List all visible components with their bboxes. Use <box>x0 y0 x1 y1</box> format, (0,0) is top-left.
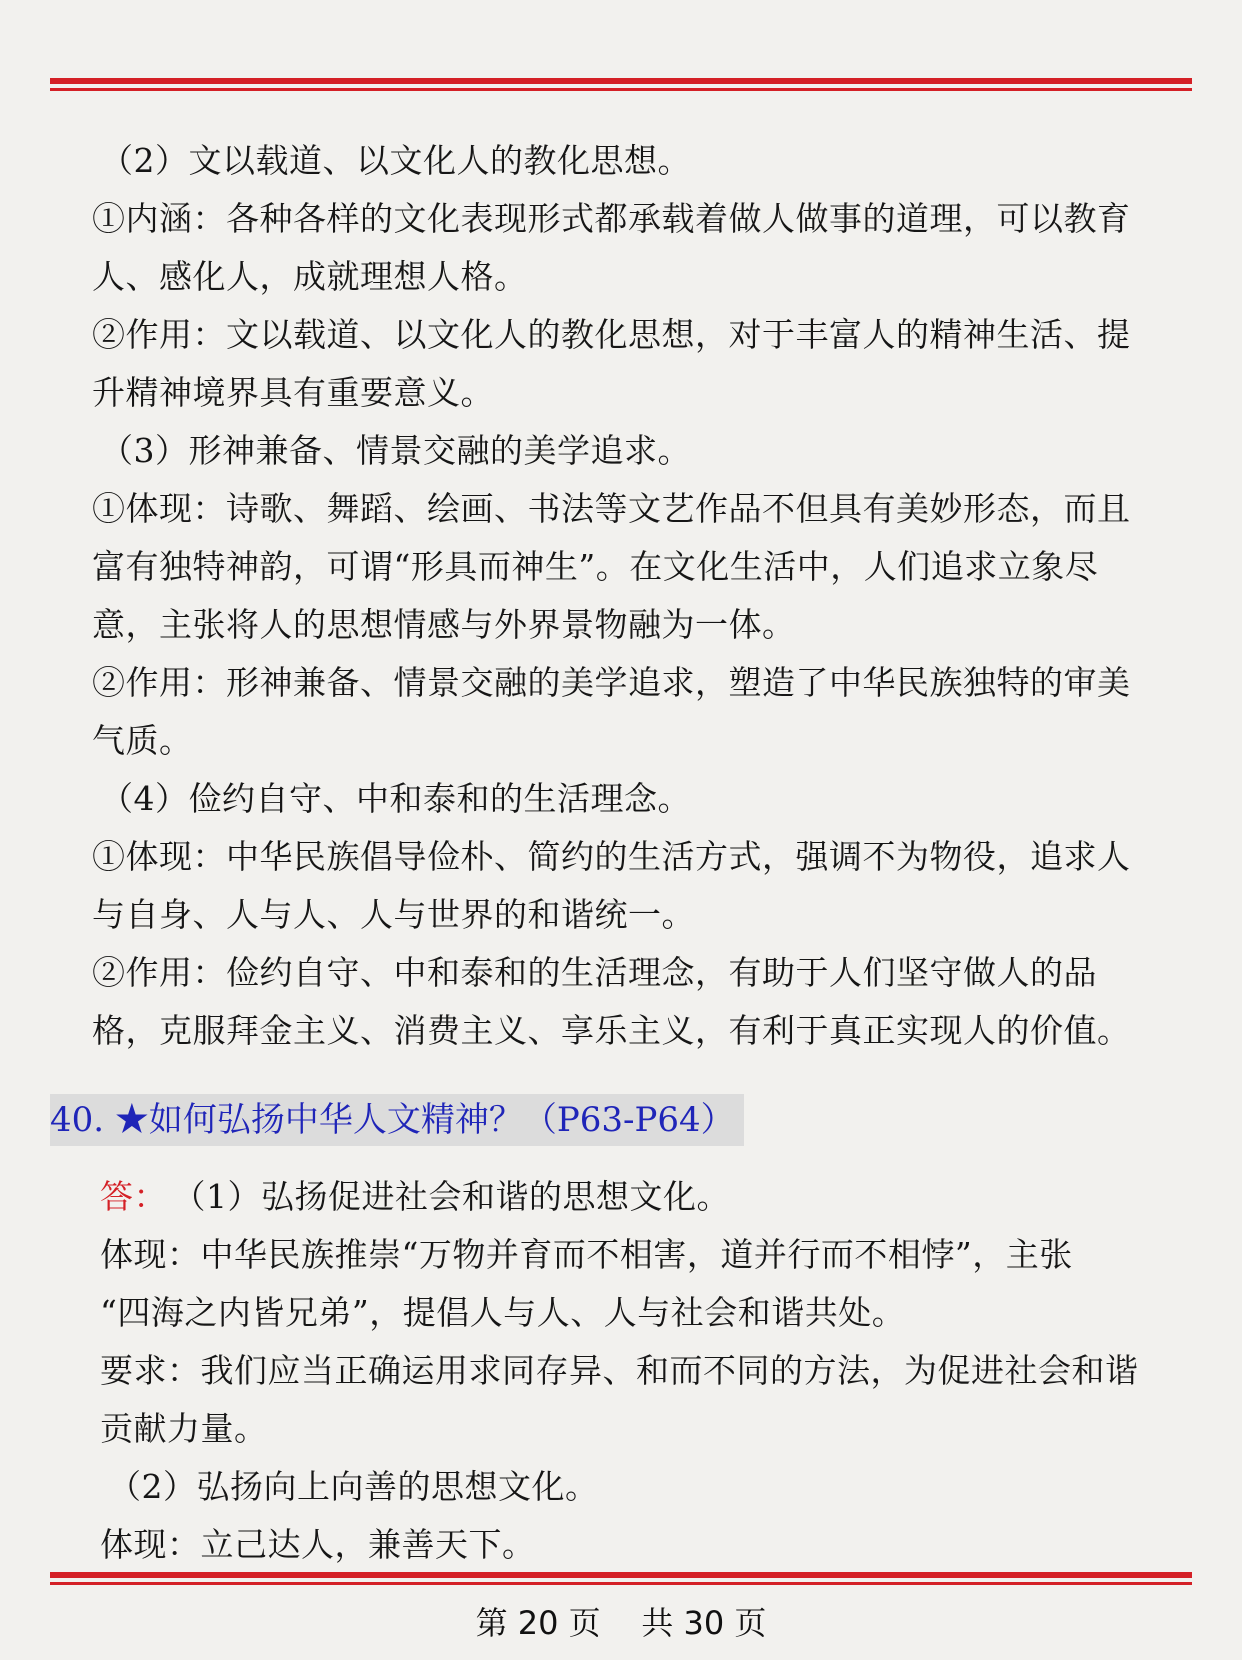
paragraph-line: ①体现：中华民族倡导俭朴、简约的生活方式，强调不为物役，追求人 <box>92 837 1131 876</box>
paragraph-line: ②作用：文以载道、以文化人的教化思想，对于丰富人的精神生活、提 <box>92 315 1131 354</box>
question-heading: 40. ★如何弘扬中华人文精神？（P63-P64） <box>50 1100 735 1140</box>
paragraph-line: 要求：我们应当正确运用求同存异、和而不同的方法，为促进社会和谐 <box>100 1351 1139 1390</box>
page-number: 第 20 页 共 30 页 <box>475 1604 767 1642</box>
paragraph-line: 富有独特神韵，可谓“形具而神生”。在文化生活中，人们追求立象尽 <box>92 547 1099 586</box>
paragraph-line: “四海之内皆兄弟”，提倡人与人、人与社会和谐共处。 <box>100 1293 906 1332</box>
subheading-4: （4）俭约自守、中和泰和的生活理念。 <box>100 779 691 818</box>
paragraph-line: 气质。 <box>92 721 193 760</box>
point-1-heading: （1）弘扬促进社会和谐的思想文化。 <box>189 1177 730 1216</box>
subheading-3: （3）形神兼备、情景交融的美学追求。 <box>100 431 691 470</box>
paragraph-line: 格，克服拜金主义、消费主义、享乐主义，有利于真正实现人的价值。 <box>92 1011 1131 1050</box>
paragraph-line: 与自身、人与人、人与世界的和谐统一。 <box>92 895 695 934</box>
paragraph-line: 升精神境界具有重要意义。 <box>92 373 494 412</box>
answer-section <box>100 1168 1180 1574</box>
paragraph-line: 人、感化人，成就理想人格。 <box>92 257 528 296</box>
answer-point-1 <box>100 1168 1180 1226</box>
paragraph-line: ①内涵：各种各样的文化表现形式都承载着做人做事的道理，可以教育 <box>92 199 1131 238</box>
paragraph-line: ①体现：诗歌、舞蹈、绘画、书法等文艺作品不但具有美妙形态，而且 <box>92 489 1131 528</box>
bottom-double-rule <box>50 1572 1192 1585</box>
paragraph-line: ②作用：形神兼备、情景交融的美学追求，塑造了中华民族独特的审美 <box>92 663 1131 702</box>
paragraph-line: 意，主张将人的思想情感与外界景物融为一体。 <box>92 605 796 644</box>
paragraph-line: 体现：立己达人，兼善天下。 <box>100 1525 536 1564</box>
point-2-heading: （2）弘扬向上向善的思想文化。 <box>108 1467 599 1506</box>
subheading-2: （2）文以载道、以文化人的教化思想。 <box>100 141 691 180</box>
paragraph-line: ②作用：俭约自守、中和泰和的生活理念，有助于人们坚守做人的品 <box>92 953 1097 992</box>
top-double-rule <box>50 78 1192 91</box>
answer-label: 答： <box>100 1177 167 1216</box>
paragraph-line: 体现：中华民族推崇“万物并育而不相害，道并行而不相悖”，主张 <box>100 1235 1073 1274</box>
paragraph-line: 贡献力量。 <box>100 1409 268 1448</box>
content-section-1 <box>92 132 1172 1060</box>
